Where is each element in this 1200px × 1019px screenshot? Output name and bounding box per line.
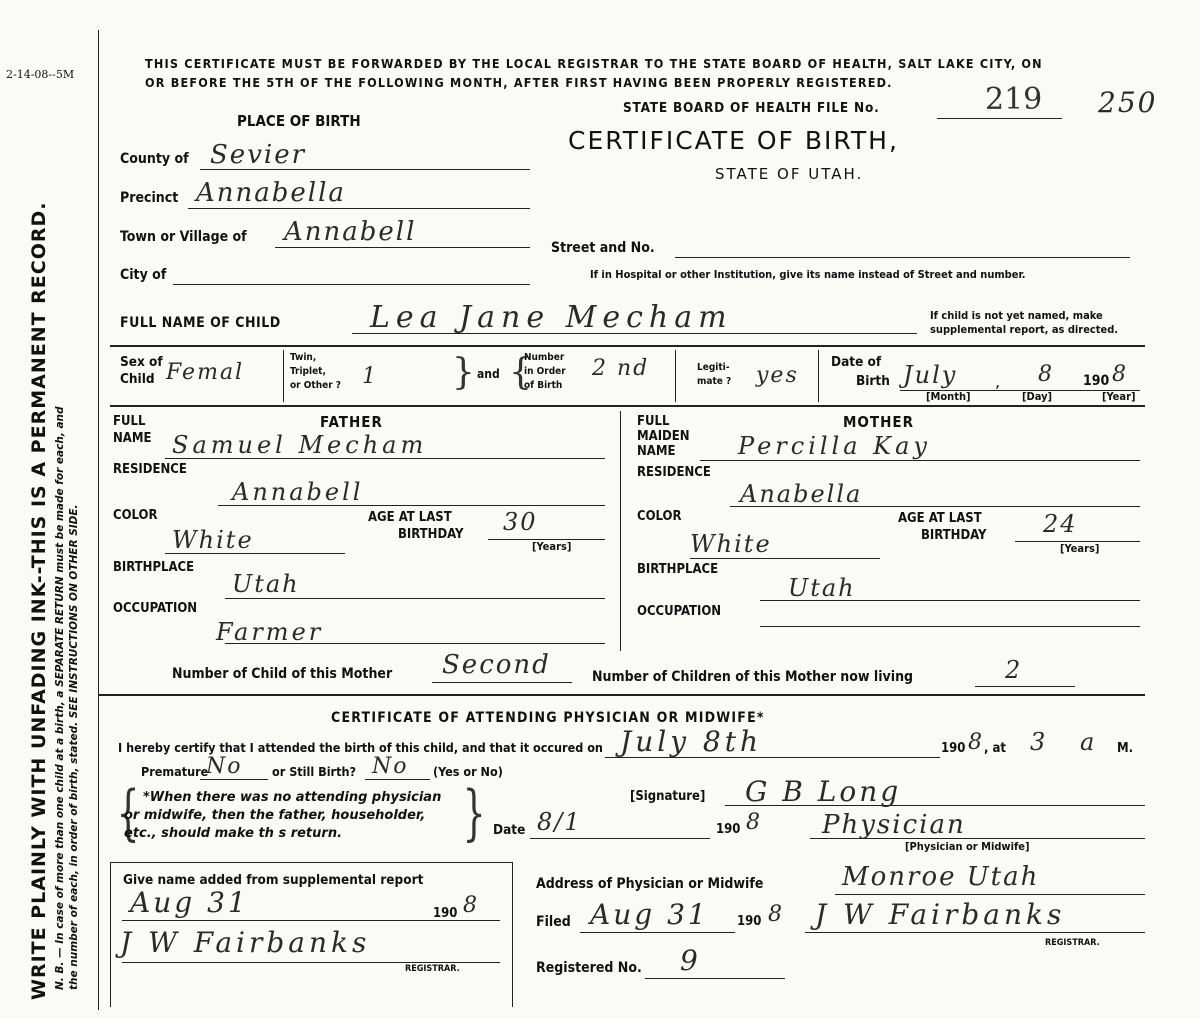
supplemental-registrar-value: J W Fairbanks	[120, 926, 371, 959]
day-caption: [Day]	[1022, 390, 1053, 403]
certify-year-suffix: 8	[968, 730, 984, 755]
notice-line1: THIS CERTIFICATE MUST BE FORWARDED BY THE LOCAL REGISTRAR TO THE STATE BOARD OF HEALTH, SALT LAKE CITY, ON	[145, 56, 1043, 71]
at-label: , at	[984, 741, 1006, 756]
twin-label-3: or Other ?	[290, 380, 341, 391]
supplemental-label: Give name added from supplemental report	[123, 872, 424, 888]
name-note-line2: supplemental report, as directed.	[930, 323, 1119, 336]
mother-age-label-1: AGE AT LAST	[898, 511, 982, 526]
ampm-value: a	[1080, 728, 1097, 756]
supplemental-year-prefix: 190	[433, 906, 458, 921]
note-brace-right: }	[462, 778, 486, 848]
supplemental-box-left	[110, 862, 111, 1007]
certify-date-value: July 8th	[620, 725, 763, 758]
margin-rule	[98, 30, 99, 1010]
certify-year-prefix: 190	[941, 741, 966, 756]
dob-day-value: 8	[1038, 362, 1054, 387]
physician-heading: CERTIFICATE OF ATTENDING PHYSICIAN OR MIDWIFE*	[331, 710, 765, 726]
order-value: 2 nd	[592, 356, 650, 381]
father-color-line	[165, 553, 345, 554]
twin-value: 1	[362, 364, 378, 389]
premature-label: Premature	[141, 764, 209, 779]
dob-month-value: July	[903, 361, 958, 389]
hour-value: 3	[1030, 728, 1048, 756]
nb-note-line1: N. B. — In case of more than one child at a birth, a SEPARATE RETURN must be made for each, and	[54, 406, 66, 990]
mother-residence-label: RESIDENCE	[637, 465, 711, 480]
still-birth-line	[365, 779, 430, 780]
mother-residence-line	[730, 506, 1140, 507]
father-years-caption: [Years]	[532, 540, 572, 553]
precinct-line	[188, 208, 530, 209]
mother-years-caption: [Years]	[1060, 542, 1100, 555]
filed-registrar-value: J W Fairbanks	[815, 898, 1066, 931]
mother-maiden-label: MAIDEN	[637, 429, 690, 444]
order-label-3: of Birth	[524, 380, 563, 391]
father-birthplace-value: Utah	[232, 570, 300, 598]
sex-label-1: Sex of	[120, 354, 163, 370]
sex-value: Femal	[166, 360, 245, 385]
city-label: City of	[120, 267, 167, 283]
still-birth-label: or Still Birth?	[272, 764, 357, 779]
filed-label: Filed	[536, 914, 571, 930]
mother-full-label: FULL	[637, 414, 670, 429]
child-of-mother-line	[432, 682, 572, 683]
child-name-value: Lea Jane Mecham	[370, 300, 733, 335]
month-caption: [Month]	[926, 390, 971, 403]
mother-age-label-2: BIRTHDAY	[921, 528, 987, 543]
father-occupation-value: Farmer	[216, 618, 324, 646]
living-label: Number of Children of this Mother now living	[592, 669, 914, 685]
dob-year-suffix: 8	[1112, 362, 1128, 387]
mother-occupation-label: OCCUPATION	[637, 604, 722, 619]
year-caption: [Year]	[1102, 390, 1136, 403]
mother-birthplace-label: BIRTHPLACE	[637, 562, 719, 577]
nb-note-line2: the number of each, in order of birth, stated. SEE INSTRUCTIONS ON OTHER SIDE.	[68, 504, 80, 990]
supplemental-date-line	[122, 920, 500, 921]
left-margin	[0, 0, 100, 1019]
mother-name-line	[700, 460, 1140, 461]
father-color-value: White	[172, 526, 254, 554]
supplemental-box-right	[512, 862, 513, 1007]
order-divider	[675, 350, 676, 402]
yes-no-label: (Yes or No)	[433, 764, 503, 779]
mother-birthplace-line	[760, 600, 1140, 601]
registered-label: Registered No.	[536, 960, 642, 976]
legit-label-2: mate ?	[697, 376, 732, 387]
mother-color-line	[690, 558, 880, 559]
date-year-suffix: 8	[746, 810, 762, 835]
dob-label-1: Date of	[831, 354, 882, 370]
certificate-subtitle: STATE OF UTAH.	[715, 165, 864, 183]
file-no-label: STATE BOARD OF HEALTH FILE No.	[623, 100, 880, 116]
signature-value: G B Long	[745, 775, 902, 808]
signature-line	[725, 805, 1145, 806]
dob-comma: ,	[995, 372, 1001, 391]
supplemental-year-suffix: 8	[463, 893, 479, 918]
father-age-label-1: AGE AT LAST	[368, 510, 452, 525]
address-value: Monroe Utah	[842, 862, 1040, 892]
legit-divider	[818, 350, 819, 402]
town-value: Annabell	[284, 217, 417, 247]
filed-line	[580, 932, 735, 933]
mother-name-value: Percilla Kay	[738, 432, 931, 460]
mother-birthplace-value: Utah	[788, 574, 856, 602]
form-code: 2-14-08--5M	[6, 68, 75, 81]
file-no-value: 219	[985, 82, 1043, 117]
filed-year-suffix: 8	[768, 902, 784, 927]
certify-date-line	[605, 757, 940, 758]
street-line	[675, 257, 1130, 258]
signature-label: [Signature]	[630, 789, 706, 804]
order-brace: {	[509, 352, 532, 393]
dob-year-prefix: 190	[1083, 373, 1110, 389]
mother-name-label: NAME	[637, 444, 676, 459]
file-no-alt: 250	[1098, 86, 1158, 119]
and-label: and	[477, 367, 500, 381]
town-label: Town or Village of	[120, 229, 247, 245]
dob-label-2: Birth	[856, 373, 890, 389]
sex-divider	[283, 350, 284, 402]
mother-age-value: 24	[1043, 510, 1078, 538]
file-no-line	[937, 118, 1062, 119]
order-label-1: Number	[524, 352, 565, 363]
registered-value: 9	[680, 944, 700, 977]
row-rule-bottom	[110, 405, 1145, 407]
mother-color-label: COLOR	[637, 509, 682, 524]
date-label: Date	[493, 822, 526, 838]
father-birthplace-line	[225, 598, 605, 599]
premature-value: No	[206, 754, 243, 779]
child-of-mother-value: Second	[442, 650, 551, 680]
filed-registrar-caption: REGISTRAR.	[1045, 938, 1100, 948]
notice-line2: OR BEFORE THE 5TH OF THE FOLLOWING MONTH, AFTER FIRST HAVING BEEN PROPERLY REGISTERED.	[145, 75, 893, 90]
section-rule	[98, 694, 1145, 696]
child-of-mother-label: Number of Child of this Mother	[172, 666, 393, 682]
county-value: Sevier	[210, 140, 307, 170]
date-year-prefix: 190	[716, 822, 741, 837]
father-name-line	[165, 458, 605, 459]
filed-year-prefix: 190	[737, 914, 762, 929]
mother-color-value: White	[690, 530, 772, 558]
date-line	[530, 838, 710, 839]
child-name-label: FULL NAME OF CHILD	[120, 315, 281, 331]
note-line-3: etc., should make th s return.	[124, 826, 343, 841]
child-name-line	[352, 333, 917, 334]
date-value: 8/1	[537, 808, 582, 836]
row-rule-top	[110, 345, 1145, 347]
living-value: 2	[1005, 656, 1023, 684]
certify-text: I hereby certify that I attended the birth of this child, and that it occured on	[118, 740, 603, 755]
father-occupation-label: OCCUPATION	[113, 601, 198, 616]
father-full-label: FULL	[113, 414, 146, 429]
supplemental-registrar-line	[122, 962, 500, 963]
father-name-value: Samuel Mecham	[172, 431, 428, 459]
note-brace-left: {	[116, 778, 140, 848]
city-line	[173, 284, 530, 285]
father-residence-label: RESIDENCE	[113, 462, 187, 477]
m-label: M.	[1117, 741, 1134, 756]
father-color-label: COLOR	[113, 508, 158, 523]
twin-label-1: Twin,	[290, 352, 317, 363]
father-birthplace-label: BIRTHPLACE	[113, 560, 195, 575]
precinct-label: Precinct	[120, 190, 179, 206]
county-label: County of	[120, 151, 189, 167]
father-age-label-2: BIRTHDAY	[398, 527, 464, 542]
address-line	[835, 894, 1145, 895]
filed-value: Aug 31	[590, 898, 709, 931]
living-line	[975, 686, 1075, 687]
supplemental-registrar-caption: REGISTRAR.	[405, 964, 460, 974]
supplemental-date-value: Aug 31	[130, 886, 249, 919]
filed-registrar-line	[805, 932, 1145, 933]
vertical-warning: WRITE PLAINLY WITH UNFADING INK--THIS IS A PERMANENT RECORD.	[28, 201, 50, 1000]
mother-residence-value: Anabella	[740, 480, 863, 508]
name-note-line1: If child is not yet named, make	[930, 309, 1103, 322]
county-line	[200, 169, 530, 170]
certificate-title: CERTIFICATE OF BIRTH,	[568, 126, 899, 155]
mother-heading: MOTHER	[843, 413, 915, 431]
supplemental-box-top	[110, 862, 512, 863]
note-line-2: or midwife, then the father, householder,	[124, 808, 426, 823]
place-heading: PLACE OF BIRTH	[237, 112, 361, 130]
father-age-value: 30	[503, 508, 538, 536]
legit-value: yes	[756, 363, 799, 388]
precinct-value: Annabella	[196, 178, 346, 208]
physician-title-caption: [Physician or Midwife]	[905, 840, 1030, 853]
still-birth-value: No	[372, 754, 409, 779]
hospital-note: If in Hospital or other Institution, give its name instead of Street and number.	[590, 268, 1026, 281]
father-occupation-line	[225, 643, 605, 644]
parents-divider	[620, 411, 621, 651]
order-label-2: in Order	[524, 366, 566, 377]
twin-label-2: Triplet,	[290, 366, 326, 377]
twin-brace: }	[452, 352, 475, 393]
father-residence-value: Annabell	[232, 478, 364, 506]
note-line-1: *When there was no attending physician	[143, 790, 442, 805]
premature-line	[200, 779, 268, 780]
address-label: Address of Physician or Midwife	[536, 876, 764, 892]
physician-title-line	[810, 838, 1145, 839]
street-label: Street and No.	[551, 240, 655, 256]
mother-occupation-line	[760, 626, 1140, 627]
town-line	[275, 247, 530, 248]
legit-label-1: Legiti-	[697, 362, 730, 373]
father-name-label: NAME	[113, 431, 152, 446]
father-heading: FATHER	[320, 413, 383, 431]
physician-title-value: Physician	[822, 810, 966, 840]
sex-label-2: Child	[120, 371, 155, 387]
registered-line	[645, 978, 785, 979]
father-residence-line	[218, 505, 605, 506]
